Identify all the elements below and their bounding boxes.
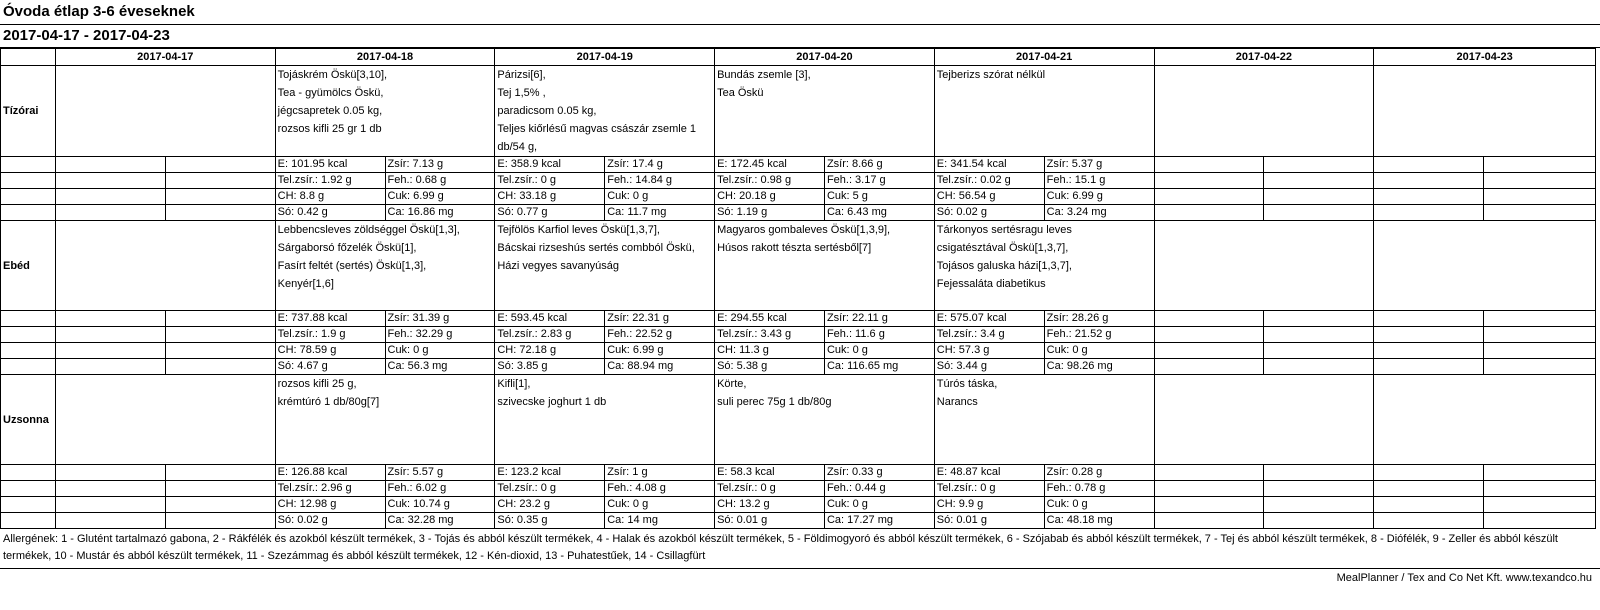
nutrition-value: Cuk: 0 g: [605, 497, 715, 513]
meal-row: [1, 66, 1596, 157]
nutrition-value: Ca: 88.94 mg: [605, 359, 715, 375]
nutrition-value: Só: 0.77 g: [495, 205, 605, 221]
meal-cell: [715, 221, 935, 311]
nutrition-value: Cuk: 6.99 g: [1044, 189, 1154, 205]
nutrition-value: [55, 173, 165, 189]
meal-cell: [715, 375, 935, 465]
nutrition-value: Feh.: 3.17 g: [824, 173, 934, 189]
nutrition-value: Zsír: 5.37 g: [1044, 157, 1154, 173]
label-spacer: [1, 465, 56, 481]
meal-item: Sárgaborsó főzelék Öskü[1],: [277, 242, 417, 254]
nutrition-value: [1264, 465, 1374, 481]
meal-item: Tejfölös Karfiol leves Öskü[1,3,7],: [497, 224, 660, 236]
nutrition-value: Cuk: 5 g: [824, 189, 934, 205]
nutrition-value: Tel.zsír.: 0 g: [495, 481, 605, 497]
nutrition-value: Zsír: 7.13 g: [385, 157, 495, 173]
nutrition-value: [1484, 157, 1596, 173]
nutrition-value: CH: 20.18 g: [715, 189, 825, 205]
nutrition-value: E: 58.3 kcal: [715, 465, 825, 481]
nutrition-value: Ca: 17.27 mg: [824, 513, 934, 529]
meal-cell: [1374, 66, 1596, 157]
nutrition-value: Tel.zsír.: 1.92 g: [275, 173, 385, 189]
day-header: 2017-04-19: [495, 49, 715, 66]
day-header: 2017-04-17: [55, 49, 275, 66]
label-spacer: [1, 205, 56, 221]
nutrition-value: Ca: 32.28 mg: [385, 513, 495, 529]
nutrition-row: [1, 343, 1596, 359]
day-header: 2017-04-18: [275, 49, 495, 66]
nutrition-value: Feh.: 14.84 g: [605, 173, 715, 189]
nutrition-value: CH: 8.8 g: [275, 189, 385, 205]
nutrition-value: [1154, 513, 1264, 529]
nutrition-value: Cuk: 0 g: [1044, 497, 1154, 513]
meal-cell: [1374, 375, 1596, 465]
meal-item: Tea - gyümölcs Öskü,: [277, 87, 384, 99]
day-header-row: [1, 49, 1596, 66]
nutrition-value: Zsír: 1 g: [605, 465, 715, 481]
label-spacer: [1, 343, 56, 359]
meal-item: Narancs: [936, 396, 978, 408]
nutrition-value: Só: 0.35 g: [495, 513, 605, 529]
meal-label: Tízórai: [1, 66, 56, 157]
nutrition-row: [1, 311, 1596, 327]
nutrition-value: Só: 0.01 g: [715, 513, 825, 529]
nutrition-value: [55, 205, 165, 221]
nutrition-value: [1484, 359, 1596, 375]
day-header: 2017-04-22: [1154, 49, 1374, 66]
nutrition-value: Ca: 11.7 mg: [605, 205, 715, 221]
nutrition-value: Só: 3.44 g: [934, 359, 1044, 375]
nutrition-value: [55, 481, 165, 497]
nutrition-value: [165, 205, 275, 221]
nutrition-value: Zsír: 31.39 g: [385, 311, 495, 327]
nutrition-value: [165, 189, 275, 205]
meal-cell: [495, 66, 715, 157]
meal-item: rozsos kifli 25 gr 1 db: [277, 123, 382, 135]
nutrition-value: [1154, 189, 1264, 205]
nutrition-value: E: 123.2 kcal: [495, 465, 605, 481]
nutrition-value: CH: 33.18 g: [495, 189, 605, 205]
page-title: Óvoda étlap 3-6 éveseknek: [0, 0, 1600, 25]
nutrition-row: [1, 157, 1596, 173]
nutrition-value: CH: 13.2 g: [715, 497, 825, 513]
nutrition-value: [1154, 327, 1264, 343]
nutrition-row: [1, 513, 1596, 529]
nutrition-value: E: 358.9 kcal: [495, 157, 605, 173]
label-spacer: [1, 173, 56, 189]
day-header: 2017-04-21: [934, 49, 1154, 66]
nutrition-value: Feh.: 32.29 g: [385, 327, 495, 343]
nutrition-value: [165, 481, 275, 497]
nutrition-value: CH: 23.2 g: [495, 497, 605, 513]
meal-cell: [55, 221, 275, 311]
nutrition-value: E: 48.87 kcal: [934, 465, 1044, 481]
nutrition-value: [1484, 343, 1596, 359]
nutrition-value: Só: 0.02 g: [934, 205, 1044, 221]
nutrition-value: Só: 3.85 g: [495, 359, 605, 375]
nutrition-value: Feh.: 6.02 g: [385, 481, 495, 497]
nutrition-value: [55, 497, 165, 513]
nutrition-value: [55, 343, 165, 359]
nutrition-value: Zsír: 17.4 g: [605, 157, 715, 173]
nutrition-value: [1484, 189, 1596, 205]
nutrition-value: [55, 327, 165, 343]
nutrition-value: [165, 497, 275, 513]
meal-cell: [934, 66, 1154, 157]
nutrition-row: [1, 481, 1596, 497]
nutrition-value: [1374, 481, 1484, 497]
nutrition-value: E: 593.45 kcal: [495, 311, 605, 327]
nutrition-value: Ca: 14 mg: [605, 513, 715, 529]
nutrition-value: Tel.zsír.: 0 g: [934, 481, 1044, 497]
meal-item: Teljes kiőrlésű magvas császár zsemle 1 db/54 g,: [497, 123, 697, 153]
nutrition-value: [1264, 481, 1374, 497]
nutrition-value: [1484, 311, 1596, 327]
label-spacer: [1, 481, 56, 497]
nutrition-value: Ca: 116.65 mg: [824, 359, 934, 375]
nutrition-value: [1374, 327, 1484, 343]
nutrition-value: CH: 57.3 g: [934, 343, 1044, 359]
nutrition-value: Feh.: 22.52 g: [605, 327, 715, 343]
nutrition-value: E: 172.45 kcal: [715, 157, 825, 173]
meal-cell: [275, 375, 495, 465]
nutrition-value: [165, 359, 275, 375]
nutrition-value: [1374, 359, 1484, 375]
meal-item: Tea Öskü: [717, 87, 764, 99]
meal-item: csigatésztával Öskü[1,3,7],: [936, 242, 1069, 254]
nutrition-value: [165, 327, 275, 343]
meal-cell: [275, 221, 495, 311]
nutrition-value: Ca: 56.3 mg: [385, 359, 495, 375]
meal-cell: [1374, 221, 1596, 311]
nutrition-value: Só: 1.19 g: [715, 205, 825, 221]
meal-item: Házi vegyes savanyúság: [497, 260, 620, 272]
nutrition-value: [1484, 465, 1596, 481]
meal-item: krémtúró 1 db/80g[7]: [277, 396, 380, 408]
nutrition-value: Tel.zsír.: 2.83 g: [495, 327, 605, 343]
meal-item: Bundás zsemle [3],: [717, 69, 811, 81]
nutrition-value: Cuk: 0 g: [824, 343, 934, 359]
nutrition-value: Tel.zsír.: 3.43 g: [715, 327, 825, 343]
meal-cell: [1154, 66, 1374, 157]
nutrition-value: [165, 513, 275, 529]
meal-item: Párizsi[6],: [497, 69, 546, 81]
nutrition-value: E: 341.54 kcal: [934, 157, 1044, 173]
meal-item: Magyaros gombaleves Öskü[1,3,9],: [717, 224, 891, 236]
label-spacer: [1, 327, 56, 343]
nutrition-value: E: 575.07 kcal: [934, 311, 1044, 327]
nutrition-value: [1154, 497, 1264, 513]
nutrition-value: [1374, 343, 1484, 359]
label-spacer: [1, 157, 56, 173]
nutrition-value: [1484, 497, 1596, 513]
nutrition-value: [1264, 189, 1374, 205]
nutrition-row: [1, 205, 1596, 221]
meal-item: paradicsom 0.05 kg,: [497, 105, 597, 117]
nutrition-value: Feh.: 15.1 g: [1044, 173, 1154, 189]
nutrition-value: Cuk: 6.99 g: [385, 189, 495, 205]
meal-cell: [934, 221, 1154, 311]
nutrition-value: [1374, 189, 1484, 205]
nutrition-row: [1, 173, 1596, 189]
nutrition-value: Feh.: 4.08 g: [605, 481, 715, 497]
nutrition-value: Ca: 6.43 mg: [824, 205, 934, 221]
nutrition-value: Zsír: 22.11 g: [824, 311, 934, 327]
nutrition-row: [1, 359, 1596, 375]
nutrition-value: Cuk: 10.74 g: [385, 497, 495, 513]
nutrition-value: [1374, 205, 1484, 221]
nutrition-value: [1374, 465, 1484, 481]
nutrition-value: E: 294.55 kcal: [715, 311, 825, 327]
meal-label: Ebéd: [1, 221, 56, 311]
meal-cell: [1154, 375, 1374, 465]
nutrition-value: [1264, 157, 1374, 173]
nutrition-value: [55, 513, 165, 529]
nutrition-value: [1154, 343, 1264, 359]
nutrition-row: [1, 327, 1596, 343]
menu-table: [0, 48, 1596, 529]
nutrition-value: Cuk: 0 g: [1044, 343, 1154, 359]
nutrition-row: [1, 189, 1596, 205]
meal-item: rozsos kifli 25 g,: [277, 378, 357, 390]
meal-cell: [715, 66, 935, 157]
nutrition-value: Ca: 16.86 mg: [385, 205, 495, 221]
corner-cell: [1, 49, 56, 66]
nutrition-value: [55, 311, 165, 327]
nutrition-value: [1484, 327, 1596, 343]
nutrition-value: Feh.: 0.78 g: [1044, 481, 1154, 497]
meal-item: Tej 1,5% ,: [497, 87, 546, 99]
nutrition-value: [1374, 513, 1484, 529]
label-spacer: [1, 359, 56, 375]
nutrition-value: [1374, 311, 1484, 327]
nutrition-value: [1154, 205, 1264, 221]
nutrition-value: E: 101.95 kcal: [275, 157, 385, 173]
meal-item: jégcsapretek 0.05 kg,: [277, 105, 383, 117]
nutrition-value: Feh.: 21.52 g: [1044, 327, 1154, 343]
nutrition-value: CH: 72.18 g: [495, 343, 605, 359]
nutrition-value: [55, 359, 165, 375]
nutrition-value: Tel.zsír.: 0.98 g: [715, 173, 825, 189]
nutrition-value: Zsír: 5.57 g: [385, 465, 495, 481]
nutrition-value: Tel.zsír.: 3.4 g: [934, 327, 1044, 343]
nutrition-value: [1154, 481, 1264, 497]
nutrition-value: Cuk: 0 g: [605, 189, 715, 205]
meal-item: Körte,: [717, 378, 747, 390]
nutrition-value: Zsír: 8.66 g: [824, 157, 934, 173]
meal-item: suli perec 75g 1 db/80g: [717, 396, 832, 408]
meal-item: Tejberizs szórat nélkül: [936, 69, 1046, 81]
nutrition-value: [1264, 359, 1374, 375]
nutrition-value: [1264, 513, 1374, 529]
nutrition-value: Cuk: 6.99 g: [605, 343, 715, 359]
nutrition-value: [1264, 173, 1374, 189]
meal-cell: [495, 221, 715, 311]
label-spacer: [1, 311, 56, 327]
meal-item: Kifli[1],: [497, 378, 531, 390]
nutrition-value: [1154, 311, 1264, 327]
nutrition-value: Só: 0.02 g: [275, 513, 385, 529]
nutrition-value: [55, 189, 165, 205]
label-spacer: [1, 189, 56, 205]
meal-item: Tojáskrém Öskü[3,10],: [277, 69, 388, 81]
nutrition-value: [165, 173, 275, 189]
nutrition-value: [1264, 497, 1374, 513]
nutrition-value: [1484, 513, 1596, 529]
nutrition-value: [1264, 327, 1374, 343]
nutrition-value: [1484, 205, 1596, 221]
nutrition-value: Só: 5.38 g: [715, 359, 825, 375]
nutrition-row: [1, 465, 1596, 481]
meal-cell: [934, 375, 1154, 465]
meal-item: Kenyér[1,6]: [277, 278, 334, 290]
nutrition-value: CH: 11.3 g: [715, 343, 825, 359]
nutrition-value: E: 126.88 kcal: [275, 465, 385, 481]
nutrition-value: Tel.zsír.: 0 g: [715, 481, 825, 497]
nutrition-value: Cuk: 0 g: [824, 497, 934, 513]
meal-cell: [55, 66, 275, 157]
meal-item: Tárkonyos sertésragu leves: [936, 224, 1072, 236]
meal-item: szivecske joghurt 1 db: [497, 396, 607, 408]
nutrition-value: [55, 465, 165, 481]
nutrition-value: Ca: 98.26 mg: [1044, 359, 1154, 375]
nutrition-value: [1374, 173, 1484, 189]
nutrition-value: E: 737.88 kcal: [275, 311, 385, 327]
nutrition-value: Zsír: 0.28 g: [1044, 465, 1154, 481]
meal-item: Fasírt feltét (sertés) Öskü[1,3],: [277, 260, 427, 272]
nutrition-value: Tel.zsír.: 1.9 g: [275, 327, 385, 343]
meal-cell: [1154, 221, 1374, 311]
nutrition-row: [1, 497, 1596, 513]
meal-label: Uzsonna: [1, 375, 56, 465]
meal-cell: [55, 375, 275, 465]
meal-item: Túrós táska,: [936, 378, 998, 390]
nutrition-value: [1374, 497, 1484, 513]
nutrition-value: CH: 56.54 g: [934, 189, 1044, 205]
meal-row: [1, 375, 1596, 465]
meal-item: Tojásos galuska házi[1,3,7],: [936, 260, 1072, 272]
nutrition-value: [1264, 205, 1374, 221]
nutrition-value: CH: 78.59 g: [275, 343, 385, 359]
allergen-legend: Allergének: 1 - Glutént tartalmazó gabona, 2 - Rákfélék és azokból készült termékek, 3 - Tojás és abból készült termékek, 4 - Halak és azokból készült termékek, 5 - Földimogyoró és abból készült termékek, 6 - Szójabab és abból készült termékek, 7 - Tej és abból készült termékek, 8 - Diófélék, 9 - Zeller és abból készült termékek, 10 - Mustár és abból készült termékek, 11 - Szezámmag és abból készült termékek, 12 - Kén-dioxid, 13 - Puhatestűek, 14 - Csillagfürt: [0, 529, 1600, 569]
nutrition-value: [1154, 465, 1264, 481]
nutrition-value: Cuk: 0 g: [385, 343, 495, 359]
meal-item: Lebbencsleves zöldséggel Öskü[1,3],: [277, 224, 460, 236]
meal-cell: [495, 375, 715, 465]
nutrition-value: Ca: 48.18 mg: [1044, 513, 1154, 529]
nutrition-value: [1154, 359, 1264, 375]
nutrition-value: [1264, 311, 1374, 327]
meal-item: Húsos rakott tészta sertésből[7]: [717, 242, 872, 254]
label-spacer: [1, 513, 56, 529]
footer-credit: MealPlanner / Tex and Co Net Kft. www.texandco.hu: [1336, 572, 1592, 584]
day-header: 2017-04-23: [1374, 49, 1596, 66]
meal-row: [1, 221, 1596, 311]
nutrition-value: CH: 12.98 g: [275, 497, 385, 513]
nutrition-value: [55, 157, 165, 173]
nutrition-value: Feh.: 0.68 g: [385, 173, 495, 189]
nutrition-value: [1264, 343, 1374, 359]
nutrition-value: Zsír: 22.31 g: [605, 311, 715, 327]
nutrition-value: Só: 0.42 g: [275, 205, 385, 221]
nutrition-value: Feh.: 11.6 g: [824, 327, 934, 343]
nutrition-value: [1154, 157, 1264, 173]
day-header: 2017-04-20: [715, 49, 935, 66]
nutrition-value: Zsír: 0.33 g: [824, 465, 934, 481]
meal-cell: [275, 66, 495, 157]
nutrition-value: [1484, 173, 1596, 189]
nutrition-value: [165, 157, 275, 173]
meal-item: Fejessaláta diabetikus: [936, 278, 1046, 290]
nutrition-value: Feh.: 0.44 g: [824, 481, 934, 497]
nutrition-value: CH: 9.9 g: [934, 497, 1044, 513]
nutrition-value: [165, 311, 275, 327]
nutrition-value: Tel.zsír.: 2.96 g: [275, 481, 385, 497]
nutrition-value: Só: 0.01 g: [934, 513, 1044, 529]
nutrition-value: Tel.zsír.: 0 g: [495, 173, 605, 189]
nutrition-value: [1484, 481, 1596, 497]
nutrition-value: [165, 465, 275, 481]
nutrition-value: Ca: 3.24 mg: [1044, 205, 1154, 221]
label-spacer: [1, 497, 56, 513]
date-range: 2017-04-17 - 2017-04-23: [0, 25, 1600, 48]
nutrition-value: Zsír: 28.26 g: [1044, 311, 1154, 327]
meal-item: Bácskai rizseshús sertés combból Öskü,: [497, 242, 695, 254]
nutrition-value: Só: 4.67 g: [275, 359, 385, 375]
nutrition-value: [1374, 157, 1484, 173]
nutrition-value: [165, 343, 275, 359]
nutrition-value: Tel.zsír.: 0.02 g: [934, 173, 1044, 189]
nutrition-value: [1154, 173, 1264, 189]
